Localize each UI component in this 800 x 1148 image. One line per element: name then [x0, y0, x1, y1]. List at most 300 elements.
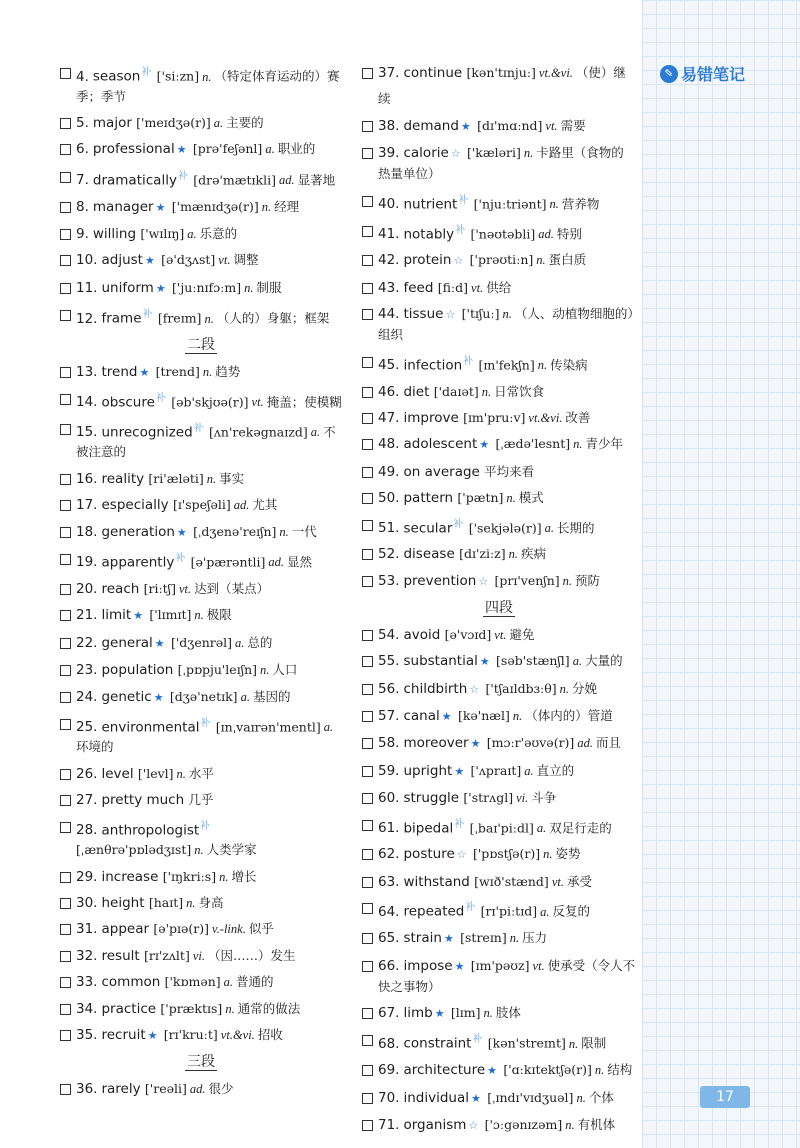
- entry-number: 71.: [378, 1117, 400, 1134]
- entry-number: 18.: [76, 523, 98, 540]
- entry-text: [378, 1112, 636, 1139]
- checkbox[interactable]: [362, 493, 373, 504]
- entry-number: 45.: [378, 357, 400, 374]
- entry-pos: vt.: [471, 280, 484, 295]
- bonus-badge-icon: 补: [200, 820, 211, 832]
- entry-word: limb: [403, 1004, 433, 1021]
- entry-number: 67.: [378, 1004, 400, 1021]
- entry-meaning: 需要: [560, 117, 586, 133]
- checkbox[interactable]: [362, 467, 373, 478]
- entry-pos: n.: [219, 869, 229, 884]
- entry-phonetic: [ə'dʒʌst]: [161, 252, 216, 268]
- entry-word: calorie: [403, 145, 449, 162]
- entry-phonetic: [haɪt]: [148, 894, 184, 910]
- entry-text: [76, 519, 342, 546]
- checkbox[interactable]: [60, 527, 71, 538]
- entry-meaning: 姿势: [555, 846, 581, 862]
- bonus-badge-icon: 补: [200, 717, 211, 729]
- entry-text: [76, 817, 342, 861]
- entry-text: [378, 188, 636, 218]
- entry-text: [378, 622, 636, 648]
- entry-word: moreover: [403, 735, 469, 752]
- checkbox[interactable]: [60, 822, 71, 833]
- entry-pos: a.: [544, 521, 555, 536]
- entry-number: 69.: [378, 1062, 400, 1079]
- entry-meaning: （人的）身躯；框架: [216, 310, 330, 326]
- checkbox[interactable]: [362, 820, 373, 831]
- right-column: [362, 60, 636, 1139]
- entry-meaning: 卡路里（食物的热量单位）: [378, 145, 624, 182]
- hollow-star-icon: ☆: [450, 147, 461, 161]
- pencil-icon: ✎: [660, 65, 678, 83]
- entry-pos: vt.: [218, 253, 231, 268]
- entry-word: canal: [403, 707, 440, 724]
- checkbox[interactable]: [60, 692, 71, 703]
- checkbox[interactable]: [60, 872, 71, 883]
- entry-pos: n.: [502, 307, 512, 322]
- checkbox[interactable]: [362, 738, 373, 749]
- entry-number: 32.: [76, 947, 98, 964]
- entry-text: [378, 812, 636, 842]
- checkbox[interactable]: [362, 766, 373, 777]
- vocab-entry: [362, 568, 636, 595]
- entry-pos: vi.: [516, 791, 529, 806]
- vocab-entry: [362, 301, 636, 348]
- entry-meaning: 通常的做法: [237, 1000, 301, 1016]
- bonus-badge-icon: 补: [175, 552, 186, 564]
- entry-number: 37.: [378, 65, 400, 81]
- vocab-entry: [362, 188, 636, 218]
- bonus-badge-icon: 补: [454, 818, 465, 830]
- entry-pos: a.: [540, 904, 550, 919]
- entry-text: [378, 1000, 636, 1027]
- vocab-entry: [60, 60, 342, 110]
- entry-text: [378, 512, 636, 542]
- checkbox[interactable]: [60, 638, 71, 649]
- checkbox[interactable]: [362, 357, 373, 368]
- checkbox[interactable]: [60, 951, 71, 962]
- star-icon: ★: [176, 525, 187, 539]
- entry-pos: n.: [279, 524, 289, 539]
- entry-word: professional: [92, 141, 175, 158]
- entry-meaning: 特别: [556, 226, 582, 242]
- entry-meaning: 大量的: [585, 653, 623, 669]
- entry-number: 60.: [378, 790, 400, 807]
- checkbox[interactable]: [362, 849, 373, 860]
- entry-meaning: 一代: [291, 523, 317, 539]
- checkbox[interactable]: [60, 554, 71, 565]
- entry-pos: ad.: [268, 555, 285, 570]
- entry-number: 57.: [378, 707, 400, 724]
- vocab-entry: [60, 386, 342, 416]
- entry-pos: a.: [536, 821, 547, 836]
- checkbox[interactable]: [60, 229, 71, 240]
- entry-text: [378, 568, 636, 595]
- checkbox[interactable]: [60, 1004, 71, 1015]
- vocab-entry: [362, 349, 636, 379]
- entry-word: continue: [403, 65, 463, 81]
- entry-text: [76, 386, 342, 416]
- checkbox[interactable]: [362, 877, 373, 888]
- checkbox[interactable]: [60, 500, 71, 511]
- entry-text: [378, 703, 636, 730]
- checkbox[interactable]: [60, 977, 71, 988]
- entry-phonetic: [dɪ'ziːz]: [459, 546, 506, 562]
- checkbox[interactable]: [60, 202, 71, 213]
- checkbox[interactable]: [362, 413, 373, 424]
- checkbox[interactable]: [362, 121, 373, 132]
- checkbox[interactable]: [362, 549, 373, 560]
- entry-text: [76, 684, 342, 711]
- vocab-entry: [362, 512, 636, 542]
- entry-word: environmental: [101, 719, 200, 736]
- checkbox[interactable]: [60, 68, 71, 79]
- vocab-entry: [362, 1057, 636, 1084]
- checkbox[interactable]: [362, 387, 373, 398]
- entry-text: [76, 194, 342, 221]
- checkbox[interactable]: [362, 148, 373, 159]
- checkbox[interactable]: [60, 172, 71, 183]
- brand-header: [660, 62, 745, 85]
- entry-meaning: 蛋白质: [548, 252, 587, 268]
- entry-word: substantial: [403, 653, 478, 670]
- entry-number: 11.: [76, 279, 98, 296]
- entry-phonetic: [prɪ'venʃn]: [494, 572, 560, 588]
- checkbox[interactable]: [362, 1065, 373, 1076]
- entry-number: 63.: [378, 873, 400, 890]
- vocab-entry: [60, 576, 342, 602]
- bonus-badge-icon: 补: [472, 1034, 483, 1046]
- checkbox[interactable]: [60, 283, 71, 294]
- entry-pos: n.: [506, 491, 516, 506]
- entry-word: strain: [403, 930, 442, 947]
- entry-number: 61.: [378, 820, 400, 837]
- checkbox[interactable]: [60, 367, 71, 378]
- entry-word: genetic: [101, 688, 152, 705]
- checkbox[interactable]: [362, 1035, 373, 1046]
- bonus-badge-icon: 补: [155, 392, 166, 404]
- entry-number: 24.: [76, 688, 98, 705]
- entry-word: individual: [403, 1089, 470, 1106]
- entry-text: [378, 895, 636, 925]
- entry-number: 46.: [378, 383, 400, 400]
- vocab-entry: [60, 630, 342, 657]
- vocab-entry: [60, 657, 342, 683]
- entry-phonetic: ['meɪdʒə(r)]: [136, 114, 211, 130]
- entry-pos: n.: [186, 895, 196, 910]
- entry-word: increase: [101, 868, 159, 885]
- checkbox[interactable]: [60, 665, 71, 676]
- entry-word: common: [101, 974, 161, 991]
- vocab-entry: [362, 869, 636, 895]
- vocab-entry: [362, 1085, 636, 1112]
- entry-meaning: 双足行走的: [549, 820, 612, 836]
- checkbox[interactable]: [362, 196, 373, 207]
- entry-number: 59.: [378, 762, 400, 779]
- entry-meaning: 达到（某点）: [194, 580, 270, 596]
- section-title: 三段: [187, 1054, 215, 1071]
- checkbox[interactable]: [362, 656, 373, 667]
- vocab-entry: [362, 648, 636, 675]
- checkbox[interactable]: [60, 898, 71, 909]
- vocab-entry: [60, 466, 342, 492]
- entry-number: 70.: [378, 1089, 400, 1106]
- entry-pos: ad.: [279, 173, 295, 188]
- entry-meaning: 乐意的: [199, 226, 238, 242]
- entry-text: [378, 758, 636, 785]
- entry-pos: a.: [310, 425, 321, 440]
- entry-word: pattern: [403, 490, 454, 507]
- entry-word: unrecognized: [101, 424, 193, 441]
- entry-word: apparently: [101, 554, 175, 571]
- entry-text: [76, 864, 342, 890]
- entry-meaning: 结构: [607, 1062, 633, 1078]
- entry-pos: ad.: [233, 498, 250, 513]
- entry-number: 42.: [378, 252, 400, 269]
- checkbox[interactable]: [362, 1008, 373, 1019]
- entry-meaning: 反复的: [552, 903, 590, 919]
- entry-pos: n.: [508, 547, 519, 562]
- entry-phonetic: [rɪ'zʌlt]: [143, 947, 190, 963]
- bonus-badge-icon: 补: [463, 355, 474, 367]
- hollow-star-icon: ☆: [456, 848, 467, 862]
- entry-phonetic: [ɪ'speʃəli]: [172, 497, 231, 513]
- star-icon: ★: [176, 143, 187, 157]
- vocab-entry: [60, 787, 342, 813]
- vocab-entry: [60, 814, 342, 864]
- entry-word: level: [101, 765, 134, 782]
- entry-pos: vt.: [532, 958, 545, 973]
- entry-pos: a.: [240, 689, 250, 704]
- checkbox[interactable]: [60, 144, 71, 155]
- checkbox[interactable]: [362, 226, 373, 237]
- entry-text: [76, 576, 342, 602]
- checkbox[interactable]: [362, 439, 373, 450]
- checkbox[interactable]: [362, 684, 373, 695]
- entry-pos: n.: [176, 766, 186, 781]
- entry-text: [76, 761, 342, 787]
- vocab-entry: [60, 996, 342, 1022]
- star-icon: ★: [487, 1064, 498, 1078]
- entry-number: 25.: [76, 719, 98, 736]
- entry-pos: vt.: [494, 627, 507, 642]
- entry-word: adolescent: [403, 436, 478, 453]
- entry-meaning: 人类学家: [206, 842, 257, 858]
- entry-text: [76, 602, 342, 629]
- checkbox[interactable]: [60, 474, 71, 485]
- entry-pos: a.: [235, 635, 245, 650]
- vocab-entry: [60, 302, 342, 332]
- entry-pos: n.: [261, 199, 272, 214]
- checkbox[interactable]: [60, 584, 71, 595]
- entry-number: 12.: [76, 310, 98, 327]
- checkbox[interactable]: [362, 309, 373, 320]
- entry-meaning: 职业的: [277, 141, 316, 157]
- entry-phonetic: [fiːd]: [437, 279, 469, 295]
- star-icon: ★: [471, 1091, 481, 1105]
- entry-text: [378, 869, 636, 895]
- entry-phonetic: [rɪ'piːtɪd]: [480, 903, 538, 919]
- entry-number: 6.: [76, 141, 89, 158]
- entry-meaning: 基因的: [252, 688, 291, 704]
- entry-pos: ad.: [538, 227, 554, 242]
- entry-meaning: 直立的: [536, 762, 575, 778]
- checkbox[interactable]: [60, 310, 71, 321]
- checkbox[interactable]: [362, 1093, 373, 1104]
- checkbox[interactable]: [362, 576, 373, 587]
- entry-meaning: 人口: [272, 662, 298, 678]
- entry-word: bipedal: [403, 820, 454, 837]
- vocab-entry: [60, 916, 342, 942]
- checkbox[interactable]: [362, 630, 373, 641]
- entry-number: 5.: [76, 114, 89, 131]
- entry-meaning: 环境的: [76, 739, 114, 755]
- vocab-entry: [362, 1112, 636, 1139]
- entry-phonetic: [kə'næl]: [457, 707, 510, 723]
- checkbox[interactable]: [362, 1120, 373, 1131]
- entry-pos: n.: [594, 1063, 605, 1078]
- vocab-entry: [60, 492, 342, 518]
- entry-word: pretty much: [101, 792, 185, 809]
- entry-text: [378, 730, 636, 757]
- checkbox[interactable]: [60, 118, 71, 129]
- entry-meaning: 不被注意的: [76, 424, 336, 460]
- checkbox[interactable]: [60, 1030, 71, 1041]
- hollow-star-icon: ☆: [469, 682, 480, 696]
- entry-pos: a.: [323, 720, 334, 735]
- entry-text: [378, 431, 636, 458]
- entry-pos: n.: [202, 69, 212, 84]
- checkbox[interactable]: [362, 903, 373, 914]
- entry-phonetic: ['pɒstʃə(r)]: [472, 846, 541, 862]
- vocab-entry: [362, 812, 636, 842]
- checkbox[interactable]: [60, 924, 71, 935]
- entry-phonetic: [riːtʃ]: [143, 580, 176, 596]
- checkbox[interactable]: [362, 283, 373, 294]
- entry-pos: n.: [523, 146, 534, 161]
- vocab-entry: [60, 602, 342, 629]
- checkbox[interactable]: [362, 68, 373, 79]
- entry-word: frame: [101, 310, 142, 327]
- entry-phonetic: [streɪn]: [460, 930, 507, 946]
- checkbox[interactable]: [362, 520, 373, 531]
- entry-text: [76, 787, 342, 813]
- entry-number: 17.: [76, 497, 98, 514]
- checkbox[interactable]: [362, 255, 373, 266]
- entry-word: architecture: [403, 1062, 486, 1079]
- checkbox[interactable]: [60, 255, 71, 266]
- entry-meaning: 避免: [509, 626, 535, 642]
- entry-number: 68.: [378, 1035, 400, 1052]
- entry-pos: n.: [576, 1090, 586, 1105]
- entry-meaning: （因……）发生: [207, 947, 296, 963]
- vocab-entry: [60, 416, 342, 466]
- entry-text: [76, 247, 342, 274]
- entry-phonetic: [drə'mætɪkli]: [193, 172, 276, 188]
- entry-phonetic: [ɪm'pruːv]: [463, 409, 526, 425]
- entry-number: 55.: [378, 653, 400, 670]
- entry-word: on average: [403, 463, 480, 480]
- entry-meaning: 平均来看: [484, 463, 535, 479]
- section-heading: [60, 332, 342, 358]
- checkbox[interactable]: [362, 961, 373, 972]
- entry-phonetic: ['juːnɪfɔːm]: [172, 279, 242, 295]
- entry-number: 62.: [378, 846, 400, 863]
- entry-text: [378, 405, 636, 431]
- entry-word: prevention: [403, 572, 477, 589]
- vocab-entry: [362, 925, 636, 952]
- entry-meaning: 有机体: [577, 1117, 616, 1133]
- checkbox[interactable]: [60, 610, 71, 621]
- entry-pos: n.: [204, 311, 214, 326]
- star-icon: ★: [441, 709, 452, 723]
- entry-text: [378, 304, 636, 345]
- entry-text: [76, 492, 342, 518]
- entry-word: demand: [403, 117, 459, 134]
- checkbox[interactable]: [60, 424, 71, 435]
- entry-text: [76, 996, 342, 1022]
- checkbox[interactable]: [60, 394, 71, 405]
- checkbox[interactable]: [60, 795, 71, 806]
- vocab-entry: [362, 379, 636, 405]
- entry-number: 29.: [76, 868, 98, 885]
- entry-pos: vt.&vi.: [220, 1027, 255, 1042]
- entry-text: [76, 221, 342, 247]
- entry-text: [76, 714, 342, 758]
- checkbox[interactable]: [362, 793, 373, 804]
- entry-phonetic: ['mænɪdʒə(r)]: [171, 198, 259, 214]
- bonus-badge-icon: 补: [465, 902, 476, 914]
- entry-word: withstand: [403, 873, 470, 890]
- checkbox[interactable]: [60, 719, 71, 730]
- section-title: 四段: [485, 600, 513, 617]
- entry-pos: a.: [223, 975, 234, 990]
- star-icon: ★: [133, 609, 144, 623]
- entry-pos: n.: [206, 471, 217, 486]
- entry-text: [378, 349, 636, 379]
- entry-meaning: 分娩: [571, 680, 597, 696]
- entry-number: 50.: [378, 490, 400, 507]
- entry-meaning: 很少: [208, 1080, 234, 1096]
- entry-word: willing: [92, 226, 137, 243]
- entry-pos: n.: [225, 1001, 235, 1016]
- entry-word: anthropologist: [101, 822, 200, 839]
- entry-pos: n.: [260, 663, 270, 678]
- entry-meaning: 个体: [588, 1089, 614, 1105]
- entry-phonetic: [kən'streɪnt]: [487, 1035, 566, 1051]
- entry-text: [76, 63, 342, 107]
- entry-pos: a.: [572, 654, 583, 669]
- entry-number: 56.: [378, 680, 400, 697]
- checkbox[interactable]: [362, 933, 373, 944]
- entry-pos: n.: [481, 384, 492, 399]
- vocab-entry: [60, 275, 342, 302]
- entry-word: uniform: [101, 279, 154, 296]
- entry-phonetic: [ɪm'pəʊz]: [470, 957, 530, 973]
- entry-number: 10.: [76, 252, 98, 269]
- entry-number: 7.: [76, 172, 89, 189]
- checkbox[interactable]: [362, 711, 373, 722]
- entry-phonetic: ['kɒmən]: [164, 974, 221, 990]
- checkbox[interactable]: [60, 769, 71, 780]
- vocab-entry: [60, 943, 342, 969]
- entry-pos: n.: [568, 1036, 579, 1051]
- entry-pos: n.: [543, 847, 553, 862]
- entry-pos: a.: [265, 142, 275, 157]
- entry-number: 35.: [76, 1026, 98, 1043]
- checkbox[interactable]: [60, 1084, 71, 1095]
- entry-text: [378, 1057, 636, 1084]
